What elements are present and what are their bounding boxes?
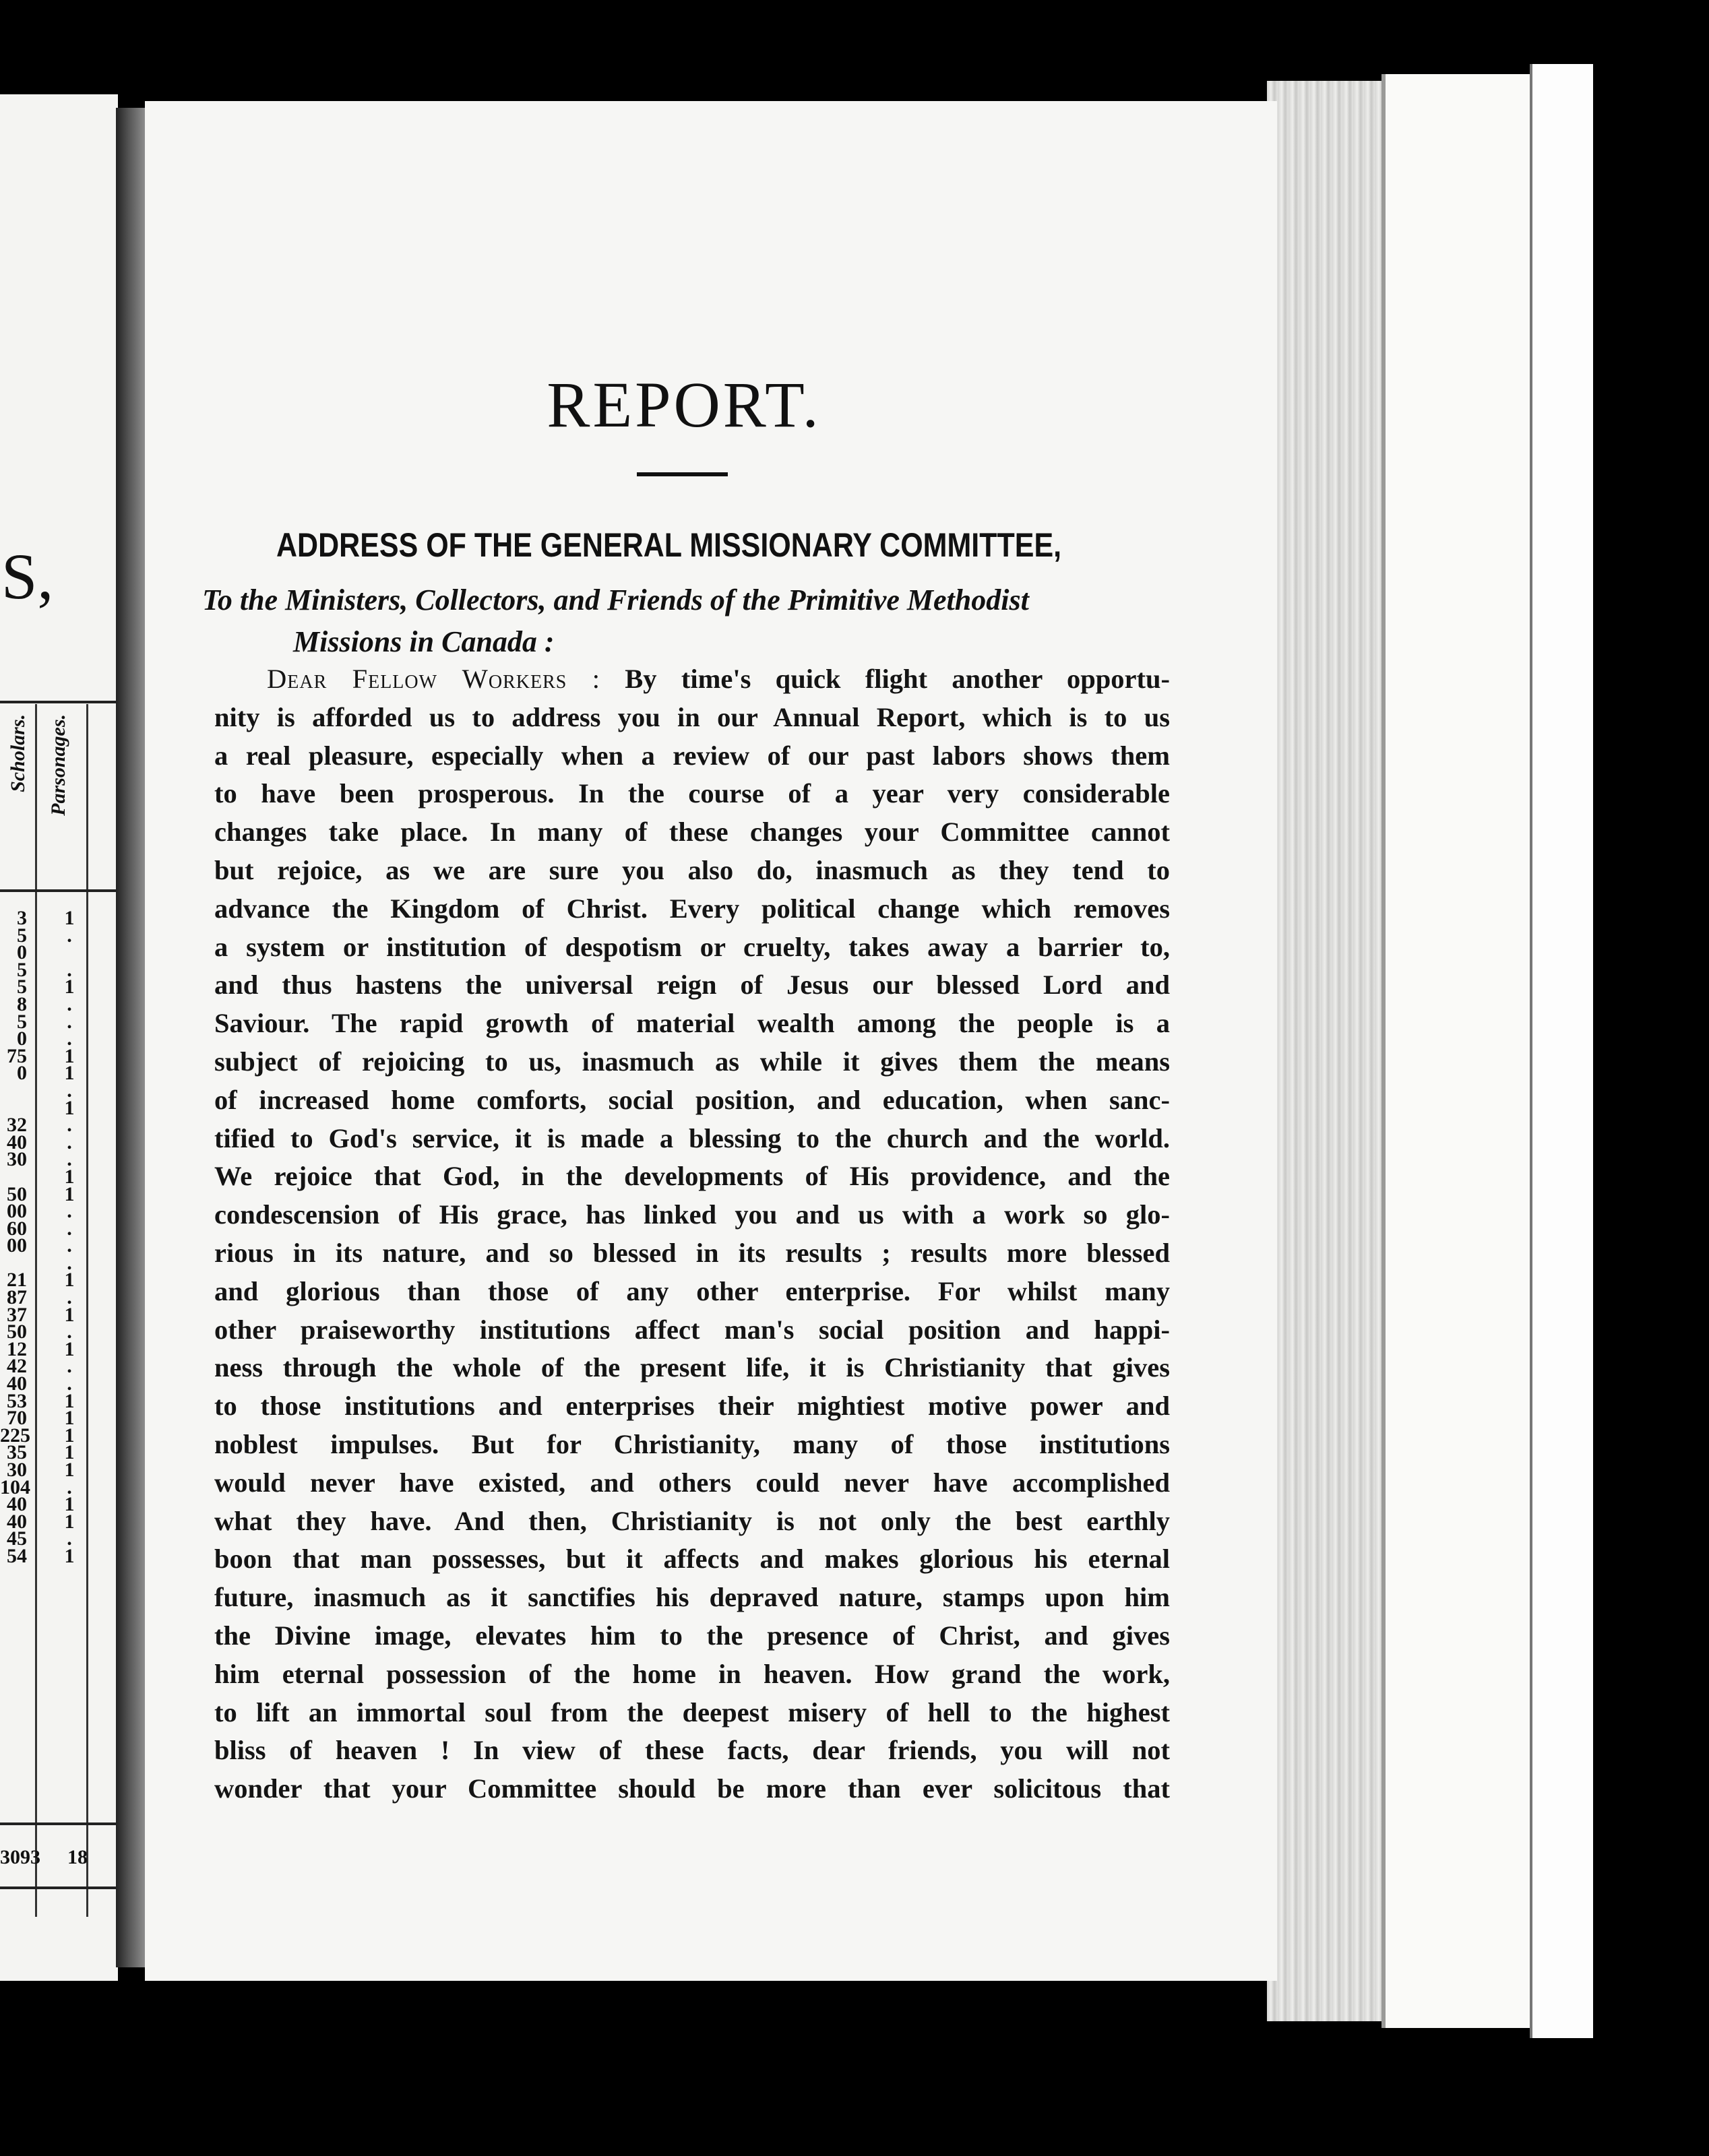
body-line: future, inasmuch as it sanctifies his depraved nature, stamps upon him [214, 1582, 1170, 1613]
left-table-cell: . [67, 1321, 72, 1343]
left-table-cell: 32 [7, 1114, 27, 1137]
left-table-cell: 1 [64, 1544, 75, 1567]
left-parsonages-column [59, 907, 80, 1567]
section-heading: ADDRESS OF THE GENERAL MISSIONARY COMMITTEE, [276, 526, 1062, 564]
left-table-cell: 54 [7, 1544, 27, 1567]
left-table-cell: . [67, 1131, 72, 1153]
body-line: to those institutions and enterprises their mightiest motive power and [214, 1391, 1170, 1422]
body-line: rious in its nature, and so blessed in its results ; results more blessed [214, 1237, 1170, 1268]
section-subheading [202, 579, 1186, 663]
left-table-cell: 1 [64, 1062, 75, 1085]
left-table-top-rule [0, 701, 118, 703]
left-table-cell: . [67, 1010, 72, 1033]
left-table-cell: 70 [7, 1407, 27, 1430]
report-body-text [214, 660, 1170, 1808]
left-table-cell: 1 [64, 1165, 75, 1188]
left-table-cell: 3 [17, 907, 27, 929]
left-table-cell: 5 [17, 924, 27, 947]
left-table-cell: 40 [7, 1131, 27, 1153]
body-line: and glorious than those of any other enterprise. For whilst many [214, 1275, 1170, 1306]
body-line: tified to God's service, it is made a blessing to the church and the world. [214, 1122, 1170, 1153]
subheading-line-2: Missions in Canada : [293, 625, 555, 658]
left-table-cell: 5 [17, 1010, 27, 1033]
left-table-cell: 12 [7, 1337, 27, 1360]
left-table-cell: 104 [0, 1476, 30, 1498]
left-table-cell: 50 [7, 1321, 27, 1343]
left-table-cell: . [67, 992, 72, 1015]
book-cover-edge [1530, 64, 1593, 2038]
left-table-total-rule [0, 1822, 118, 1825]
body-line [214, 660, 1170, 699]
left-table-cell: 60 [7, 1217, 27, 1240]
left-table-cell: 53 [7, 1389, 27, 1412]
body-line: of increased home comforts, social position, and education, when sanc- [214, 1084, 1170, 1115]
body-line: other praiseworthy institutions affect man's social position and happi- [214, 1314, 1170, 1345]
left-table-cell: 1 [64, 1182, 75, 1205]
body-line: wonder that your Committee should be more than ever solicitous that [214, 1773, 1170, 1804]
left-page-title-fragment: S, [1, 540, 54, 612]
body-line: and thus hastens the universal reign of Jesus our blessed Lord and [214, 970, 1170, 1001]
left-table-cell: 0 [17, 1027, 27, 1050]
left-table-cell: 1 [64, 1269, 75, 1292]
left-table-cell: 87 [7, 1286, 27, 1309]
title-rule [637, 472, 728, 476]
left-table-cell: 0 [17, 1062, 27, 1085]
left-table-cell: . [67, 1148, 72, 1171]
left-table-column-rule [35, 704, 37, 1917]
left-table-cell: 0 [17, 941, 27, 964]
salutation: Dear Fellow Workers : [267, 664, 600, 694]
body-line-text: By time's quick flight another opportu- [600, 664, 1171, 694]
left-total-parsonages: 18 [67, 1846, 88, 1868]
left-table-cell: . [67, 1286, 72, 1309]
left-table-cell: 5 [17, 976, 27, 998]
left-table-cell: 1 [64, 907, 75, 929]
left-table-cell: 50 [7, 1182, 27, 1205]
body-line: but rejoice, as we are sure you also do, inasmuch as they tend to [214, 854, 1170, 885]
left-table-cell: 30 [7, 1459, 27, 1481]
left-table-cell: 225 [0, 1424, 30, 1447]
left-table-column-rule [86, 704, 88, 1917]
left-table-cell: 35 [7, 1441, 27, 1464]
left-table-cell: 37 [7, 1303, 27, 1326]
left-table-cell: 30 [7, 1148, 27, 1171]
body-line: boon that man possesses, but it affects and makes glorious his eternal [214, 1544, 1170, 1575]
left-table-cell: 1 [64, 1510, 75, 1533]
left-table-cell: . [67, 1234, 72, 1257]
left-table-cell: 45 [7, 1527, 27, 1550]
left-table-cell: 1 [64, 1441, 75, 1464]
left-table-cell: 1 [64, 1459, 75, 1481]
left-col-header-scholars: Scholars. [7, 714, 29, 792]
body-line: subject of rejoicing to us, inasmuch as while it gives them the means [214, 1046, 1170, 1077]
left-table-cell: . [67, 1200, 72, 1223]
body-line: noblest impulses. But for Christianity, many of those institutions [214, 1428, 1170, 1459]
body-line: a system or institution of despotism or cruelty, takes away a barrier to, [214, 931, 1170, 962]
left-table-header-rule [0, 889, 118, 892]
page-title: REPORT. [547, 369, 821, 441]
body-line: changes take place. In many of these changes your Committee cannot [214, 817, 1170, 848]
left-table-cell: 42 [7, 1355, 27, 1378]
left-table-cell: . [67, 1217, 72, 1240]
left-table-cell: 8 [17, 992, 27, 1015]
body-line: nity is afforded us to address you in our Annual Report, which is to us [214, 701, 1170, 732]
body-line: condescension of His grace, has linked you and us with a work so glo- [214, 1199, 1170, 1230]
left-table-cell: . [67, 1372, 72, 1395]
left-table-cell: 40 [7, 1510, 27, 1533]
left-table-cell: 1 [64, 1493, 75, 1516]
body-line: We rejoice that God, in the developments of His providence, and the [214, 1161, 1170, 1192]
left-table-cell: . [67, 1027, 72, 1050]
left-table-cell: . [67, 924, 72, 947]
left-table-cell: 1 [64, 1424, 75, 1447]
subheading-line-1: To the Ministers, Collectors, and Friends of the Primitive Methodist [202, 583, 1029, 616]
body-line: a real pleasure, especially when a review of our past labors shows them [214, 740, 1170, 771]
left-table-cell: 1 [64, 1337, 75, 1360]
left-table-cell: . [67, 1079, 72, 1102]
left-table-cell: 00 [7, 1200, 27, 1223]
left-table-cell: 21 [7, 1269, 27, 1292]
body-line: would never have existed, and others could never have accomplished [214, 1467, 1170, 1498]
left-table-cell: 1 [64, 1407, 75, 1430]
body-line: to lift an immortal soul from the deepest misery of hell to the highest [214, 1697, 1170, 1727]
body-line: advance the Kingdom of Christ. Every political change which removes [214, 893, 1170, 924]
left-table-cell: 5 [17, 958, 27, 981]
body-line: the Divine image, elevates him to the presence of Christ, and gives [214, 1620, 1170, 1651]
left-table-cell: 1 [64, 1303, 75, 1326]
left-table-cell: 75 [7, 1044, 27, 1067]
left-table-cell: . [67, 1251, 72, 1274]
left-table-cell: . [67, 1355, 72, 1378]
left-table-cell: 1 [64, 1044, 75, 1067]
left-table-cell: . [67, 958, 72, 981]
left-table-cell: 1 [64, 1389, 75, 1412]
body-line: to have been prosperous. In the course of a year very considerable [214, 778, 1170, 809]
body-line: bliss of heaven ! In view of these facts, dear friends, you will not [214, 1735, 1170, 1766]
body-line: Saviour. The rapid growth of material wealth among the people is a [214, 1008, 1170, 1039]
left-table-bottom-rule [0, 1886, 118, 1889]
left-col-header-parsonages: Parsonages. [47, 714, 69, 816]
body-line: him eternal possession of the home in heaven. How grand the work, [214, 1658, 1170, 1689]
left-scholars-column [0, 907, 30, 1567]
left-total-scholars: 3093 [0, 1846, 40, 1868]
left-table-cell [0, 1082, 27, 1100]
body-line: what they have. And then, Christianity is not only the best earthly [214, 1505, 1170, 1536]
left-table-cell: 1 [64, 976, 75, 998]
left-table-cell: . [67, 1114, 72, 1137]
left-table-cell: 40 [7, 1372, 27, 1395]
left-table-cell: . [67, 1476, 72, 1498]
body-line: ness through the whole of the present life, it is Christianity that gives [214, 1352, 1170, 1383]
left-table-cell: . [67, 1527, 72, 1550]
left-table-cell: 00 [7, 1234, 27, 1257]
left-table-cell: 1 [64, 1096, 75, 1119]
left-table-cell: 40 [7, 1493, 27, 1516]
